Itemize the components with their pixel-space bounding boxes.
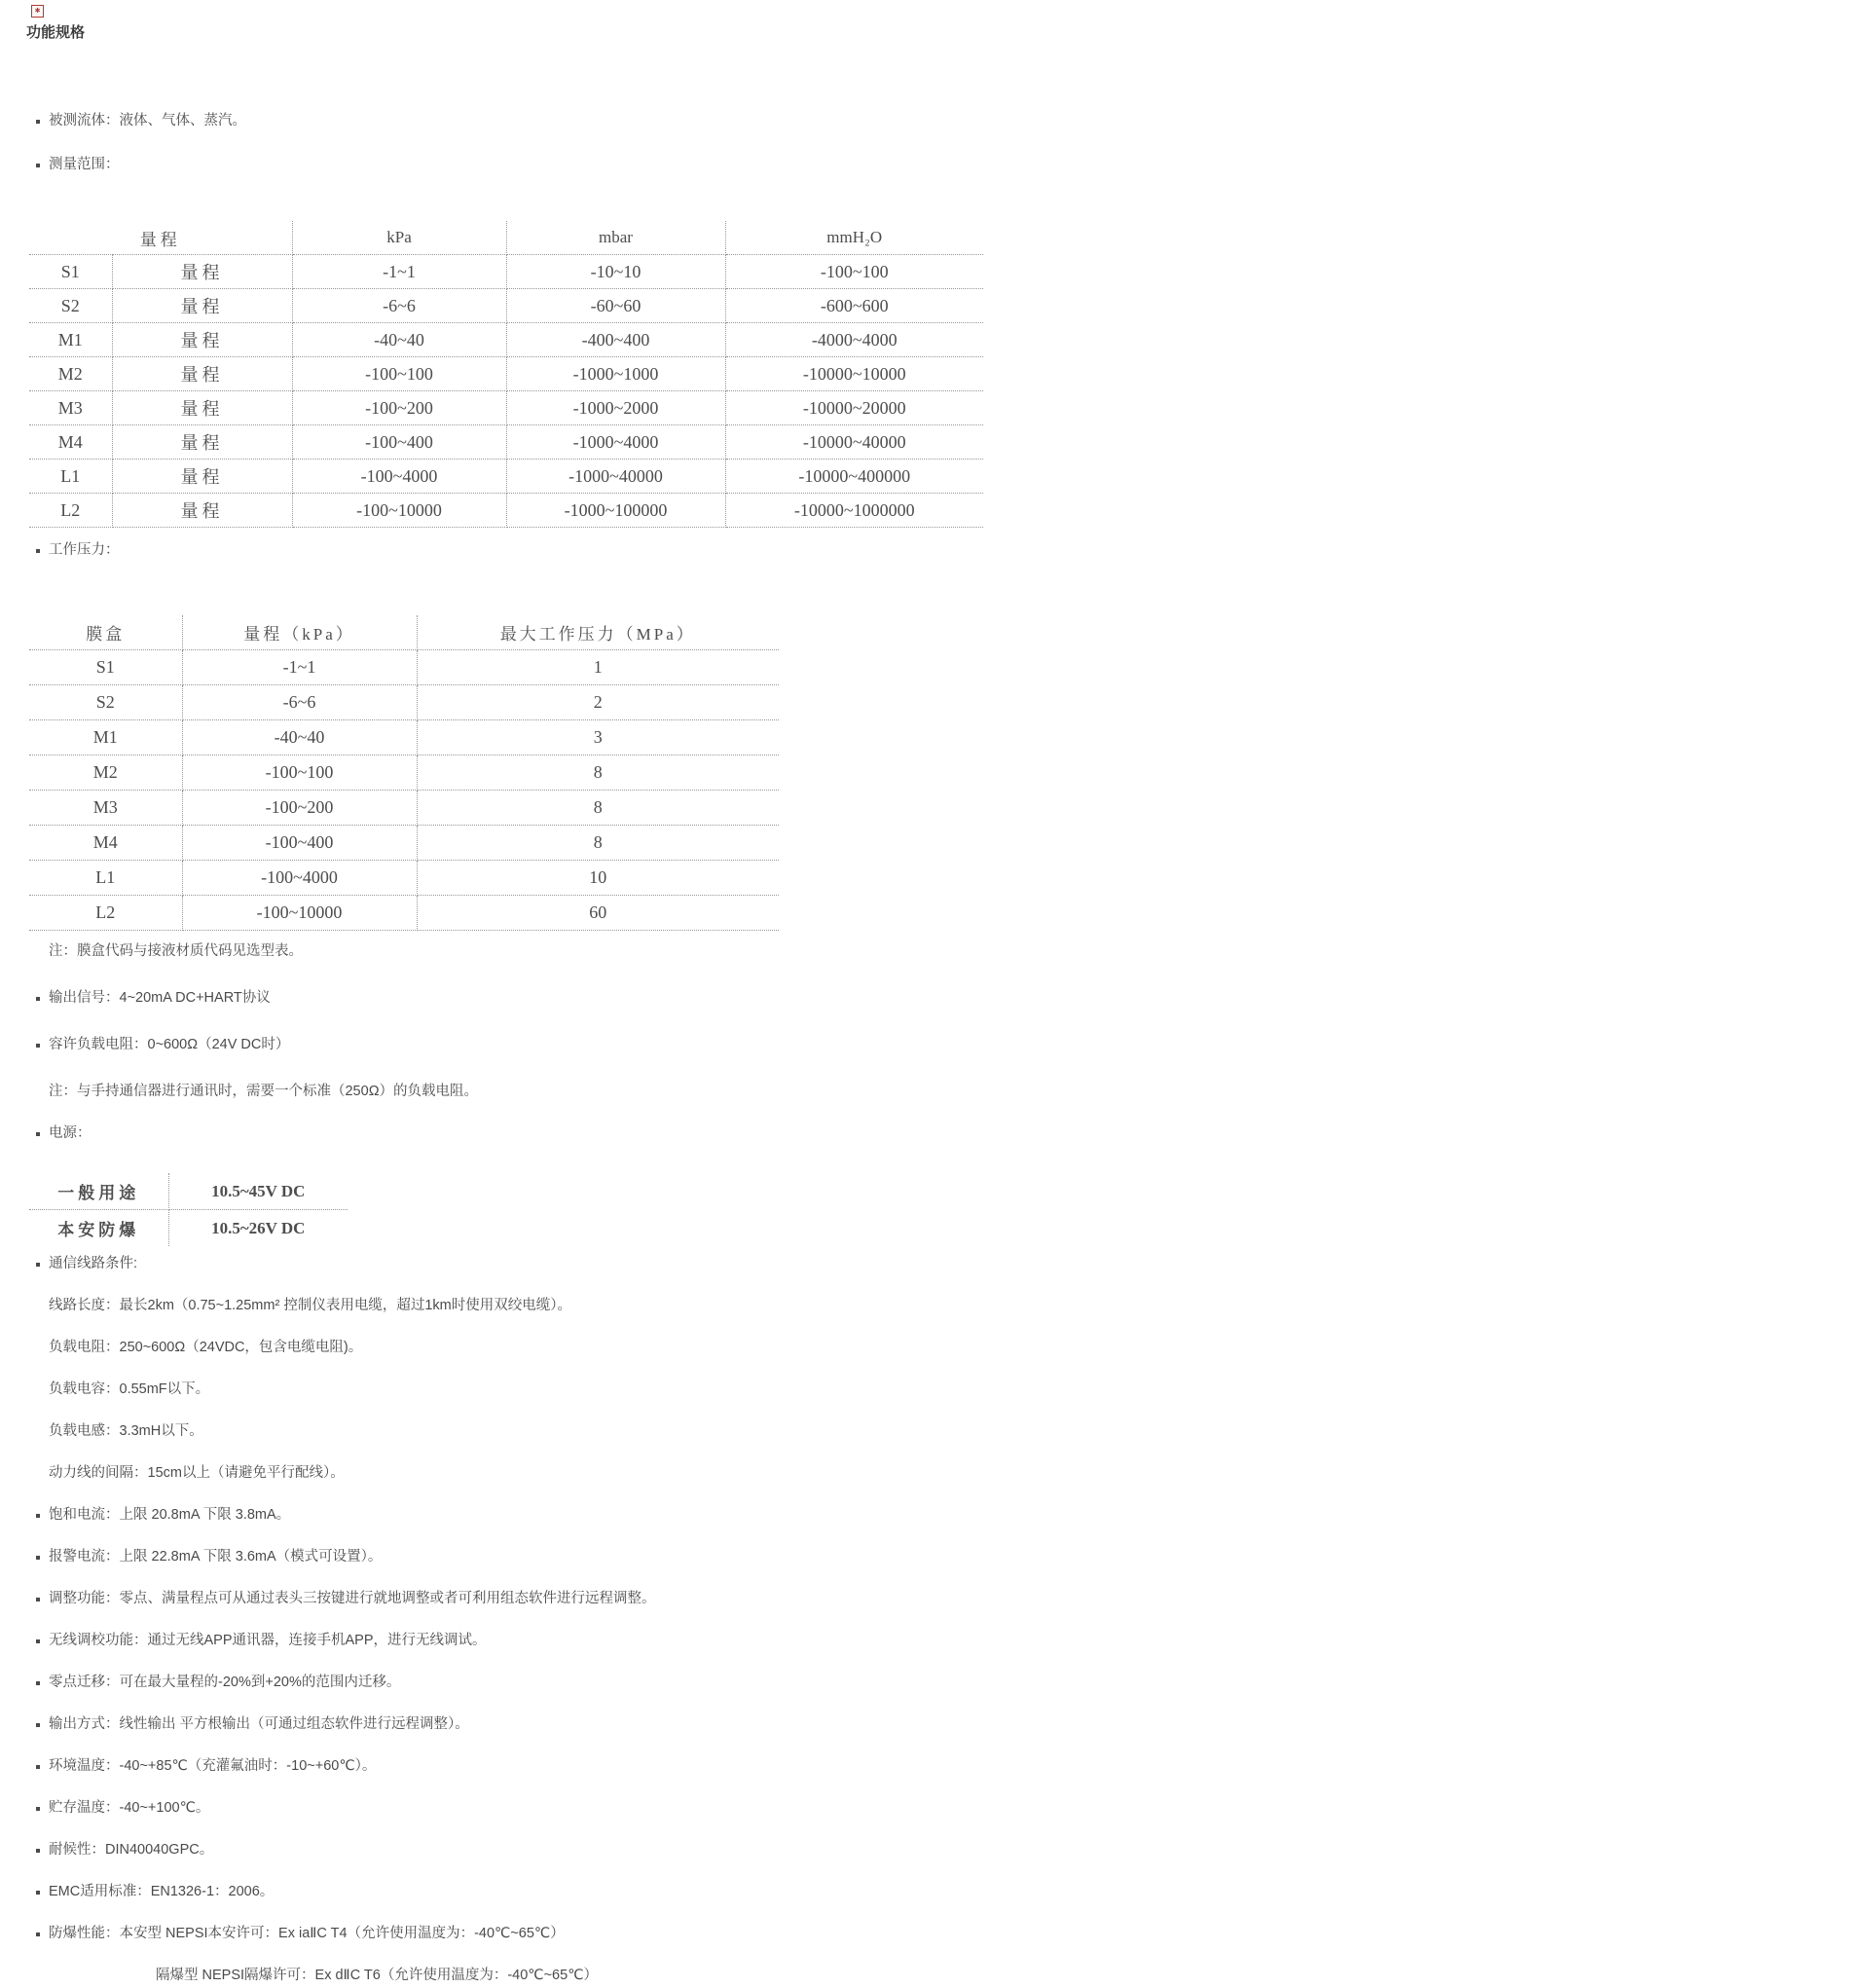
table-row: [29, 289, 983, 323]
cell-label: 量程: [112, 494, 292, 528]
bullet-emc-standard: [26, 1882, 1869, 1902]
bullet-icon: [36, 549, 40, 553]
table-row: [29, 323, 983, 357]
cell-code: L1: [29, 861, 182, 896]
cell-range: -100~10000: [182, 896, 417, 931]
table-row: [29, 391, 983, 425]
table-row: [29, 357, 983, 391]
cell-range: -100~200: [182, 791, 417, 826]
cell-label: 量程: [112, 323, 292, 357]
power-supply-table: [29, 1173, 348, 1246]
sub-text: 线路长度：最长2km（0.75~1.25mm² 控制仪表用电缆，超过1km时使用双绞电缆）。: [49, 1298, 571, 1313]
table-row: [29, 755, 779, 791]
cell-code: M4: [29, 826, 182, 861]
cell-max: 10: [417, 861, 779, 896]
cell-mmh2o: -10000~1000000: [725, 494, 983, 528]
cell-code: M4: [29, 425, 112, 460]
cell-range: -100~400: [182, 826, 417, 861]
sub-text: 负载电容：0.55mF以下。: [49, 1381, 210, 1397]
header-cell-kpa: kPa: [292, 221, 506, 255]
bullet-icon: [36, 997, 40, 1001]
bullet-text: 防爆性能：本安型 NEPSI本安许可：Ex iaⅡC T4（允许使用温度为：-40℃~65℃）: [49, 1926, 565, 1941]
bullet-icon: [36, 1044, 40, 1048]
cell-code: M3: [29, 391, 112, 425]
bullet-icon: [36, 1556, 40, 1560]
cell-code: S2: [29, 289, 112, 323]
bullet-icon: [36, 1933, 40, 1936]
cell-max: 60: [417, 896, 779, 931]
table-row: [29, 494, 983, 528]
note-hart-resistor: [26, 1082, 1869, 1102]
bullet-icon: [36, 1723, 40, 1727]
cell-range: -100~100: [182, 755, 417, 791]
cell-label: 量程: [112, 460, 292, 494]
cell-label: 量程: [112, 357, 292, 391]
cell-kpa: -40~40: [292, 323, 506, 357]
bullet-output-mode: [26, 1714, 1869, 1735]
bullet-text: 被测流体：液体、气体、蒸汽。: [49, 113, 246, 129]
cell-voltage: 10.5~26V DC: [211, 1218, 306, 1237]
cell-label: 量程: [112, 289, 292, 323]
bullet-icon: [36, 1891, 40, 1895]
bullet-text: 贮存温度：-40~+100℃。: [49, 1800, 210, 1816]
table-header-row: [29, 615, 779, 650]
cell-label: 量程: [112, 425, 292, 460]
bullet-icon: [36, 1849, 40, 1853]
bullet-power-supply: [26, 1123, 1869, 1144]
cell-range: -40~40: [182, 720, 417, 755]
cell-kpa: -100~400: [292, 425, 506, 460]
bullet-text: 饱和电流：上限 20.8mA 下限 3.8mA。: [49, 1507, 291, 1523]
cell-mmh2o: -10000~20000: [725, 391, 983, 425]
spec-document: [0, 5, 1869, 1986]
cell-code: M2: [29, 755, 182, 791]
table-row: [29, 826, 779, 861]
table-row: [29, 685, 779, 720]
sub-text: 负载电感：3.3mH以下。: [49, 1423, 203, 1439]
sub-text: 负载电阻：250~600Ω（24VDC，包含电缆电阻)。: [49, 1340, 363, 1355]
bullet-icon: [36, 1681, 40, 1685]
cell-max: 2: [417, 685, 779, 720]
page-title: 功能规格: [26, 24, 86, 41]
cell-code: M2: [29, 357, 112, 391]
cell-voltage: 10.5~45V DC: [168, 1173, 348, 1210]
cell-mmh2o: -4000~4000: [725, 323, 983, 357]
table-header-row: [29, 221, 983, 255]
bullet-text: 通信线路条件:: [49, 1256, 138, 1271]
cell-code: M1: [29, 720, 182, 755]
bullet-icon: [36, 1765, 40, 1769]
cell-code: M1: [29, 323, 112, 357]
bullet-icon: [36, 1514, 40, 1518]
sub-text: 隔爆型 NEPSI隔爆许可：Ex dⅡC T6（允许使用温度为：-40℃~65℃）: [156, 1968, 598, 1983]
bullet-text: 工作压力：: [49, 542, 120, 558]
comm-sub-load-inductance: [26, 1421, 1869, 1442]
bullet-comm-line: [26, 1254, 1869, 1274]
comm-sub-load-capacitance: [26, 1380, 1869, 1400]
cell-range: -6~6: [182, 685, 417, 720]
cell-mbar: -1000~4000: [506, 425, 725, 460]
bullet-text: 电源：: [49, 1125, 92, 1141]
cell-max: 1: [417, 650, 779, 685]
bullet-wireless-calibration: [26, 1631, 1869, 1651]
cell-mbar: -400~400: [506, 323, 725, 357]
bullet-text: 无线调校功能：通过无线APP通讯器，连接手机APP，进行无线调试。: [49, 1633, 487, 1648]
broken-image-icon: ✱: [31, 5, 44, 18]
bullet-text: EMC适用标准：EN1326-1：2006。: [49, 1884, 275, 1899]
bullet-text: 耐候性：DIN40040GPC。: [49, 1842, 214, 1858]
bullet-icon: [36, 1639, 40, 1643]
cell-max: 8: [417, 826, 779, 861]
note-text: 注：膜盒代码与接液材质代码见选型表。: [49, 943, 303, 959]
bullet-icon: [36, 1598, 40, 1601]
cell-max: 8: [417, 791, 779, 826]
bullet-text: 调整功能：零点、满量程点可从通过表头三按键进行就地调整或者可利用组态软件进行远程调整。: [49, 1591, 656, 1606]
bullet-text: 环境温度：-40~+85℃（充灌氟油时：-10~+60℃）。: [49, 1758, 377, 1774]
sub-text: 动力线的间隔：15cm以上（请避免平行配线）。: [49, 1465, 345, 1481]
table-row: [29, 1173, 348, 1210]
bullet-weather-resistance: [26, 1840, 1869, 1860]
bullet-text: 报警电流：上限 22.8mA 下限 3.6mA（模式可设置）。: [49, 1549, 383, 1565]
cell-label: 量程: [112, 255, 292, 289]
cell-mmh2o: -10000~40000: [725, 425, 983, 460]
cell-code: L1: [29, 460, 112, 494]
bullet-icon: [36, 1807, 40, 1811]
bullet-icon: [36, 164, 40, 167]
cell-mbar: -60~60: [506, 289, 725, 323]
bullet-storage-temperature: [26, 1798, 1869, 1819]
cell-mbar: -10~10: [506, 255, 725, 289]
note-text: 注：与手持通信器进行通讯时，需要一个标准（250Ω）的负载电阻。: [49, 1084, 479, 1099]
cell-range: -1~1: [182, 650, 417, 685]
comm-sub-load-resistance: [26, 1338, 1869, 1358]
cell-code: L2: [29, 896, 182, 931]
table-row: [29, 255, 983, 289]
measuring-range-table: [29, 221, 983, 528]
bullet-saturation-current: [26, 1505, 1869, 1526]
header-cell-capsule: 膜盒: [29, 615, 182, 650]
cell-mmh2o: -10000~400000: [725, 460, 983, 494]
bullet-icon: [36, 1263, 40, 1267]
bullet-measuring-range: [26, 155, 1869, 175]
cell-kpa: -100~10000: [292, 494, 506, 528]
bullet-measured-fluid: [26, 111, 1869, 131]
bullet-working-pressure: [26, 540, 1869, 561]
header-cell-mmh2o: mmH₂O: [725, 221, 983, 255]
cell-kpa: -100~200: [292, 391, 506, 425]
cell-mmh2o: -600~600: [725, 289, 983, 323]
bullet-load-resistance: [26, 1035, 1869, 1055]
bullet-adjust-function: [26, 1589, 1869, 1609]
table-row: [29, 896, 779, 931]
bullet-text: 零点迁移：可在最大量程的-20%到+20%的范围内迁移。: [49, 1675, 401, 1690]
bullet-text: 输出信号：4~20mA DC+HART协议: [49, 990, 271, 1006]
cell-code: S1: [29, 650, 182, 685]
bullet-icon: [36, 120, 40, 124]
cell-code: M3: [29, 791, 182, 826]
header-cell-max-pressure: 最大工作压力（MPa）: [417, 615, 779, 650]
bullet-text: 测量范围：: [49, 157, 120, 172]
cell-code: S2: [29, 685, 182, 720]
cell-code: L2: [29, 494, 112, 528]
cell-mmh2o: -100~100: [725, 255, 983, 289]
table-row: [29, 425, 983, 460]
cell-use-type: 一般用途: [29, 1173, 168, 1210]
table-row: [29, 1210, 348, 1247]
cell-mbar: -1000~40000: [506, 460, 725, 494]
cell-mbar: -1000~2000: [506, 391, 725, 425]
cell-kpa: -100~4000: [292, 460, 506, 494]
bullet-ambient-temperature: [26, 1756, 1869, 1777]
comm-sub-line-length: [26, 1296, 1869, 1316]
table-row: [29, 791, 779, 826]
bullet-icon: [36, 1132, 40, 1136]
bullet-text: 容许负载电阻：0~600Ω（24V DC时）: [49, 1037, 290, 1052]
cell-label: 量程: [112, 391, 292, 425]
header-cell-mbar: mbar: [506, 221, 725, 255]
table-row: [29, 460, 983, 494]
table-row: [29, 650, 779, 685]
bullet-text: 输出方式：线性输出 平方根输出（可通过组态软件进行远程调整）。: [49, 1716, 469, 1732]
cell-code: S1: [29, 255, 112, 289]
header-cell-range: 量程: [29, 221, 292, 255]
note-capsule-code: [26, 941, 1869, 962]
cell-max: 8: [417, 755, 779, 791]
cell-mbar: -1000~100000: [506, 494, 725, 528]
table-row: [29, 720, 779, 755]
header-cell-range-kpa: 量程（kPa）: [182, 615, 417, 650]
bullet-output-signal: [26, 988, 1869, 1009]
cell-kpa: -1~1: [292, 255, 506, 289]
comm-sub-power-line-gap: [26, 1463, 1869, 1484]
cell-mbar: -1000~1000: [506, 357, 725, 391]
bullet-alarm-current: [26, 1547, 1869, 1567]
bullet-zero-shift: [26, 1673, 1869, 1693]
bullet-explosion-proof: [26, 1924, 1869, 1944]
cell-kpa: -100~100: [292, 357, 506, 391]
cell-use-type: 本安防爆: [29, 1210, 168, 1247]
cell-max: 3: [417, 720, 779, 755]
cell-mmh2o: -10000~10000: [725, 357, 983, 391]
cell-range: -100~4000: [182, 861, 417, 896]
working-pressure-table: [29, 615, 779, 931]
table-row: [29, 861, 779, 896]
cell-kpa: -6~6: [292, 289, 506, 323]
